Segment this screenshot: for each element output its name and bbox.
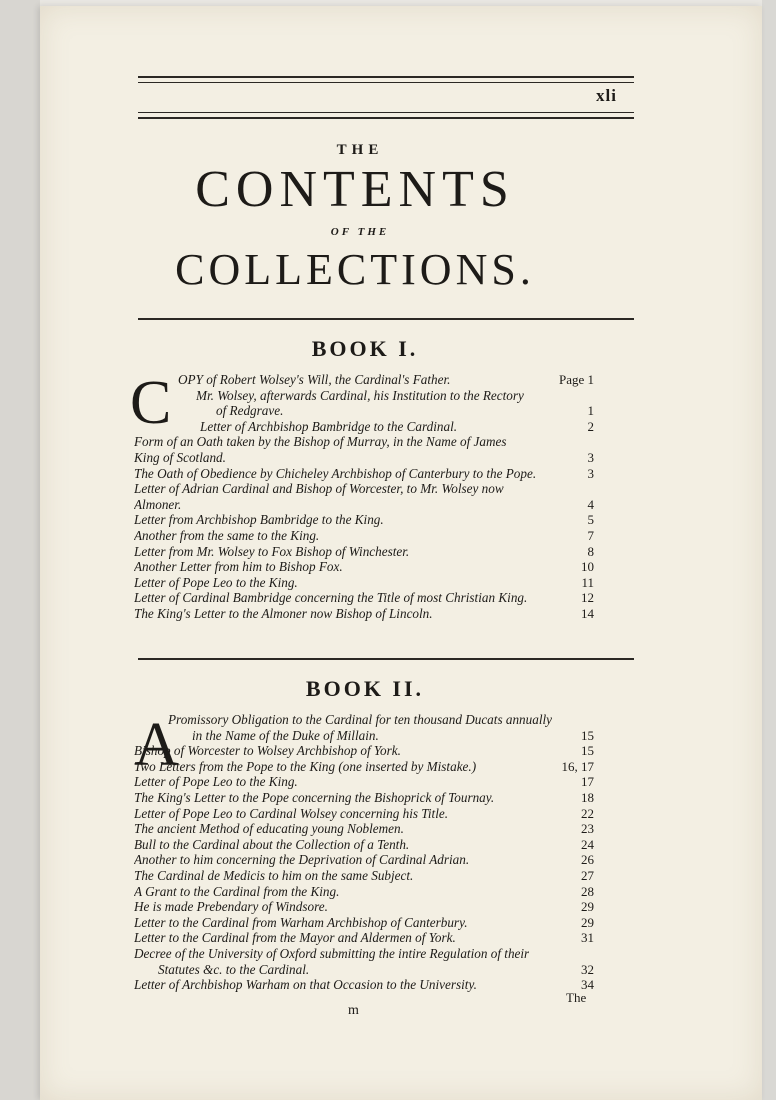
toc-entry-page: 14 <box>581 605 594 621</box>
toc-entry-title: The Cardinal de Medicis to him on the same Subject. <box>134 867 414 883</box>
toc-entry <box>134 497 594 513</box>
header-rule-top <box>138 76 634 78</box>
toc-entry-page: 12 <box>581 590 594 606</box>
toc-entry <box>134 743 594 759</box>
toc-entry <box>134 806 594 822</box>
toc-entry <box>134 512 594 528</box>
toc-entry-page: 3 <box>587 465 594 481</box>
toc-entry <box>134 450 594 466</box>
toc-entry-page: 29 <box>581 914 594 930</box>
toc-entry-page: 7 <box>587 527 594 543</box>
toc-entry-title: Letter of Adrian Cardinal and Bishop of Worcester, to Mr. Wolsey now <box>134 481 504 497</box>
toc-entry-page: 17 <box>581 774 594 790</box>
toc-entry <box>134 388 594 404</box>
toc-entry <box>134 759 594 775</box>
toc-entry-page: 24 <box>581 836 594 852</box>
book2-entries <box>134 712 594 993</box>
toc-entry-title: Almoner. <box>134 496 182 512</box>
toc-entry <box>134 559 594 575</box>
toc-entry <box>134 712 594 728</box>
toc-entry-title: Letter of Pope Leo to the King. <box>134 574 298 590</box>
toc-entry-page: 5 <box>587 512 594 528</box>
toc-entry-title: The King's Letter to the Pope concerning the Bishoprick of Tournay. <box>134 789 495 805</box>
toc-entry-page: 28 <box>581 883 594 899</box>
toc-entry <box>134 915 594 931</box>
toc-entry <box>134 403 594 419</box>
toc-entry-title: A Grant to the Cardinal from the King. <box>134 883 340 899</box>
toc-entry-page: 1 <box>587 403 594 419</box>
toc-entry-title: Form of an Oath taken by the Bishop of Murray, in the Name of James <box>134 434 507 450</box>
catchword: The <box>566 990 587 1005</box>
toc-entry <box>134 528 594 544</box>
toc-entry-page: 15 <box>581 727 594 743</box>
toc-entry <box>134 821 594 837</box>
title-the: THE <box>336 142 384 158</box>
toc-entry <box>134 481 594 497</box>
toc-entry-title: Another from the same to the King. <box>134 527 320 543</box>
header-rule-bottom <box>138 117 634 119</box>
toc-entry <box>134 884 594 900</box>
toc-entry-page: 16, 17 <box>561 758 594 774</box>
toc-entry-page: 4 <box>587 496 594 512</box>
folio-number: xli <box>596 86 617 105</box>
toc-entry-page: 15 <box>581 743 594 759</box>
toc-entry <box>134 774 594 790</box>
toc-entry-page: 2 <box>587 418 594 434</box>
toc-entry-title: Letter of Archbishop Warham on that Occasion to the University. <box>134 977 477 993</box>
toc-entry-page: 10 <box>581 559 594 575</box>
toc-entry <box>134 930 594 946</box>
toc-entry-page: 8 <box>587 543 594 559</box>
toc-entry-title: in the Name of the Duke of Millain. <box>192 727 379 743</box>
toc-entry-title: Letter of Pope Leo to the King. <box>134 774 298 790</box>
toc-entry-title: OPY of Robert Wolsey's Will, the Cardinal's Father. <box>178 372 451 387</box>
toc-entry-title: The Oath of Obedience by Chicheley Archbishop of Canterbury to the Pope. <box>134 465 537 481</box>
toc-entry-page: 26 <box>581 852 594 868</box>
toc-entry-title: Mr. Wolsey, afterwards Cardinal, his Institution to the Rectory <box>196 387 524 403</box>
toc-entry-title: Letter to the Cardinal from the Mayor and Aldermen of York. <box>134 930 456 946</box>
toc-entry-page: 34 <box>581 977 594 993</box>
title-of-the: OF THE <box>330 226 390 238</box>
toc-entry-page: 27 <box>581 867 594 883</box>
toc-entry <box>134 728 594 744</box>
title-collections: COLLECTIONS. <box>175 245 535 294</box>
book1-entries <box>134 372 594 622</box>
toc-entry-page: 32 <box>581 961 594 977</box>
toc-entry-title: Letter of Archbishop Bambridge to the Cardinal. <box>200 418 458 434</box>
toc-entry <box>134 837 594 853</box>
toc-entry <box>134 466 594 482</box>
section-rule-book2 <box>138 658 634 660</box>
toc-entry <box>134 606 594 622</box>
toc-entry-title: King of Scotland. <box>134 449 226 465</box>
toc-entry-title: Letter from Archbishop Bambridge to the King. <box>134 512 384 528</box>
header-rule-bottom-thin <box>138 112 634 113</box>
dropcap-book2: A <box>134 711 179 779</box>
toc-entry-title: Promissory Obligation to the Cardinal for ten thousand Ducats annually <box>168 712 553 727</box>
toc-entry-title: of Redgrave. <box>216 403 284 419</box>
toc-entry-title: Letter to the Cardinal from Warham Archbishop of Canterbury. <box>134 914 468 930</box>
toc-entry <box>134 899 594 915</box>
toc-entry <box>134 868 594 884</box>
toc-entry-title: Letter of Cardinal Bambridge concerning the Title of most Christian King. <box>134 590 528 606</box>
toc-entry-title: Another Letter from him to Bishop Fox. <box>134 559 343 575</box>
toc-entry <box>134 419 594 435</box>
toc-entry-title: Letter from Mr. Wolsey to Fox Bishop of Winchester. <box>134 543 410 559</box>
toc-entry <box>134 946 594 962</box>
title-contents: CONTENTS <box>195 161 515 218</box>
dropcap-book1: C <box>130 369 172 437</box>
signature-mark: m <box>348 1003 359 1018</box>
toc-entry <box>134 590 594 606</box>
page-edge-right <box>762 0 776 1100</box>
toc-entry-title: Another to him concerning the Deprivation of Cardinal Adrian. <box>134 852 470 868</box>
toc-entry-title: He is made Prebendary of Windsore. <box>134 899 328 915</box>
toc-entry-page: 3 <box>587 449 594 465</box>
toc-entry-title: Bull to the Cardinal about the Collection of a Tenth. <box>134 836 410 852</box>
toc-entry-title: Statutes &c. to the Cardinal. <box>158 961 310 977</box>
toc-entry-title: Two Letters from the Pope to the King (one inserted by Mistake.) <box>134 758 477 774</box>
toc-entry-title: Bishop of Worcester to Wolsey Archbishop of York. <box>134 743 401 759</box>
toc-entry-title: Letter of Pope Leo to Cardinal Wolsey concerning his Title. <box>134 805 449 821</box>
toc-entry-title: The King's Letter to the Almoner now Bishop of Lincoln. <box>134 605 433 621</box>
section-rule-book1 <box>138 318 634 320</box>
toc-entry <box>134 372 594 388</box>
toc-entry <box>134 962 594 978</box>
toc-entry <box>134 790 594 806</box>
toc-entry-page: 29 <box>581 899 594 915</box>
toc-entry-title: Decree of the University of Oxford submitting the intire Regulation of their <box>134 945 530 961</box>
toc-entry-page: 18 <box>581 789 594 805</box>
page-gutter-left <box>0 0 40 1100</box>
toc-entry <box>134 852 594 868</box>
toc-entry <box>134 544 594 560</box>
toc-entry <box>134 977 594 993</box>
toc-entry <box>134 575 594 591</box>
toc-entry-title: The ancient Method of educating young Noblemen. <box>134 821 404 837</box>
toc-entry-page: 31 <box>581 930 594 946</box>
toc-entry-page: 11 <box>581 574 594 590</box>
toc-entry-page: Page 1 <box>558 372 594 387</box>
toc-entry-page: 23 <box>581 821 594 837</box>
book1-heading: BOOK I. <box>311 336 419 361</box>
toc-entry-page: 22 <box>581 805 594 821</box>
header-rule-top-thin <box>138 82 634 83</box>
toc-entry <box>134 434 594 450</box>
book2-heading: BOOK II. <box>305 676 425 701</box>
